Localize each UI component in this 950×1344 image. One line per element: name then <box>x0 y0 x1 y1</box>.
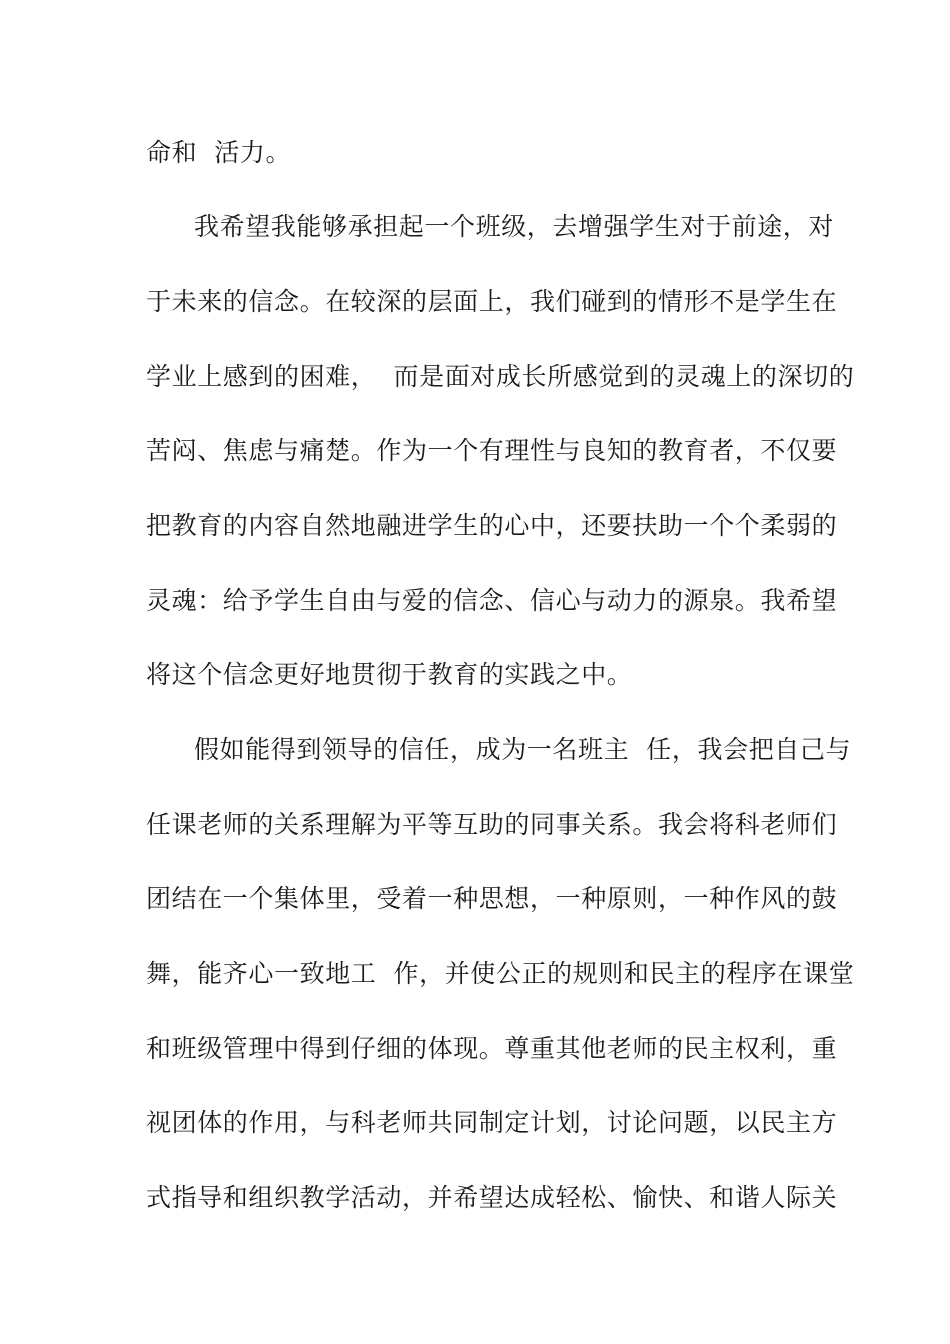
text-line: 式指导和组织教学活动，并希望达成轻松、愉快、和谐人际关 <box>146 1183 838 1212</box>
text-line: 舞，能齐心一致地工 作，并使公正的规则和民主的程序在课堂 <box>146 959 855 988</box>
text-line: 学业上感到的困难， 而是面对成长所感觉到的灵魂上的深切的 <box>146 362 855 391</box>
text-line: 将这个信念更好地贯彻于教育的实践之中。 <box>146 660 633 689</box>
text-line: 团结在一个集体里，受着一种思想，一种原则，一种作风的鼓 <box>146 884 838 913</box>
text-line: 和班级管理中得到仔细的体现。尊重其他老师的民主权利，重 <box>146 1034 838 1063</box>
paragraph-first-line: 我希望我能够承担起一个班级，去增强学生对于前途，对 <box>194 212 835 241</box>
text-line: 视团体的作用，与科老师共同制定计划，讨论问题，以民主方 <box>146 1108 838 1137</box>
text-line: 把教育的内容自然地融进学生的心中，还要扶助一个个柔弱的 <box>146 511 838 540</box>
text-line: 于未来的信念。在较深的层面上，我们碰到的情形不是学生在 <box>146 287 838 316</box>
paragraph-first-line: 假如能得到领导的信任，成为一名班主 任，我会把自己与 <box>194 735 852 764</box>
text-line: 苦闷、焦虑与痛楚。作为一个有理性与良知的教育者，不仅要 <box>146 436 838 465</box>
text-line: 任课老师的关系理解为平等互助的同事关系。我会将科老师们 <box>146 810 838 839</box>
text-line: 命和 活力。 <box>146 138 292 167</box>
text-line: 灵魂：给予学生自由与爱的信念、信心与动力的源泉。我希望 <box>146 586 838 615</box>
